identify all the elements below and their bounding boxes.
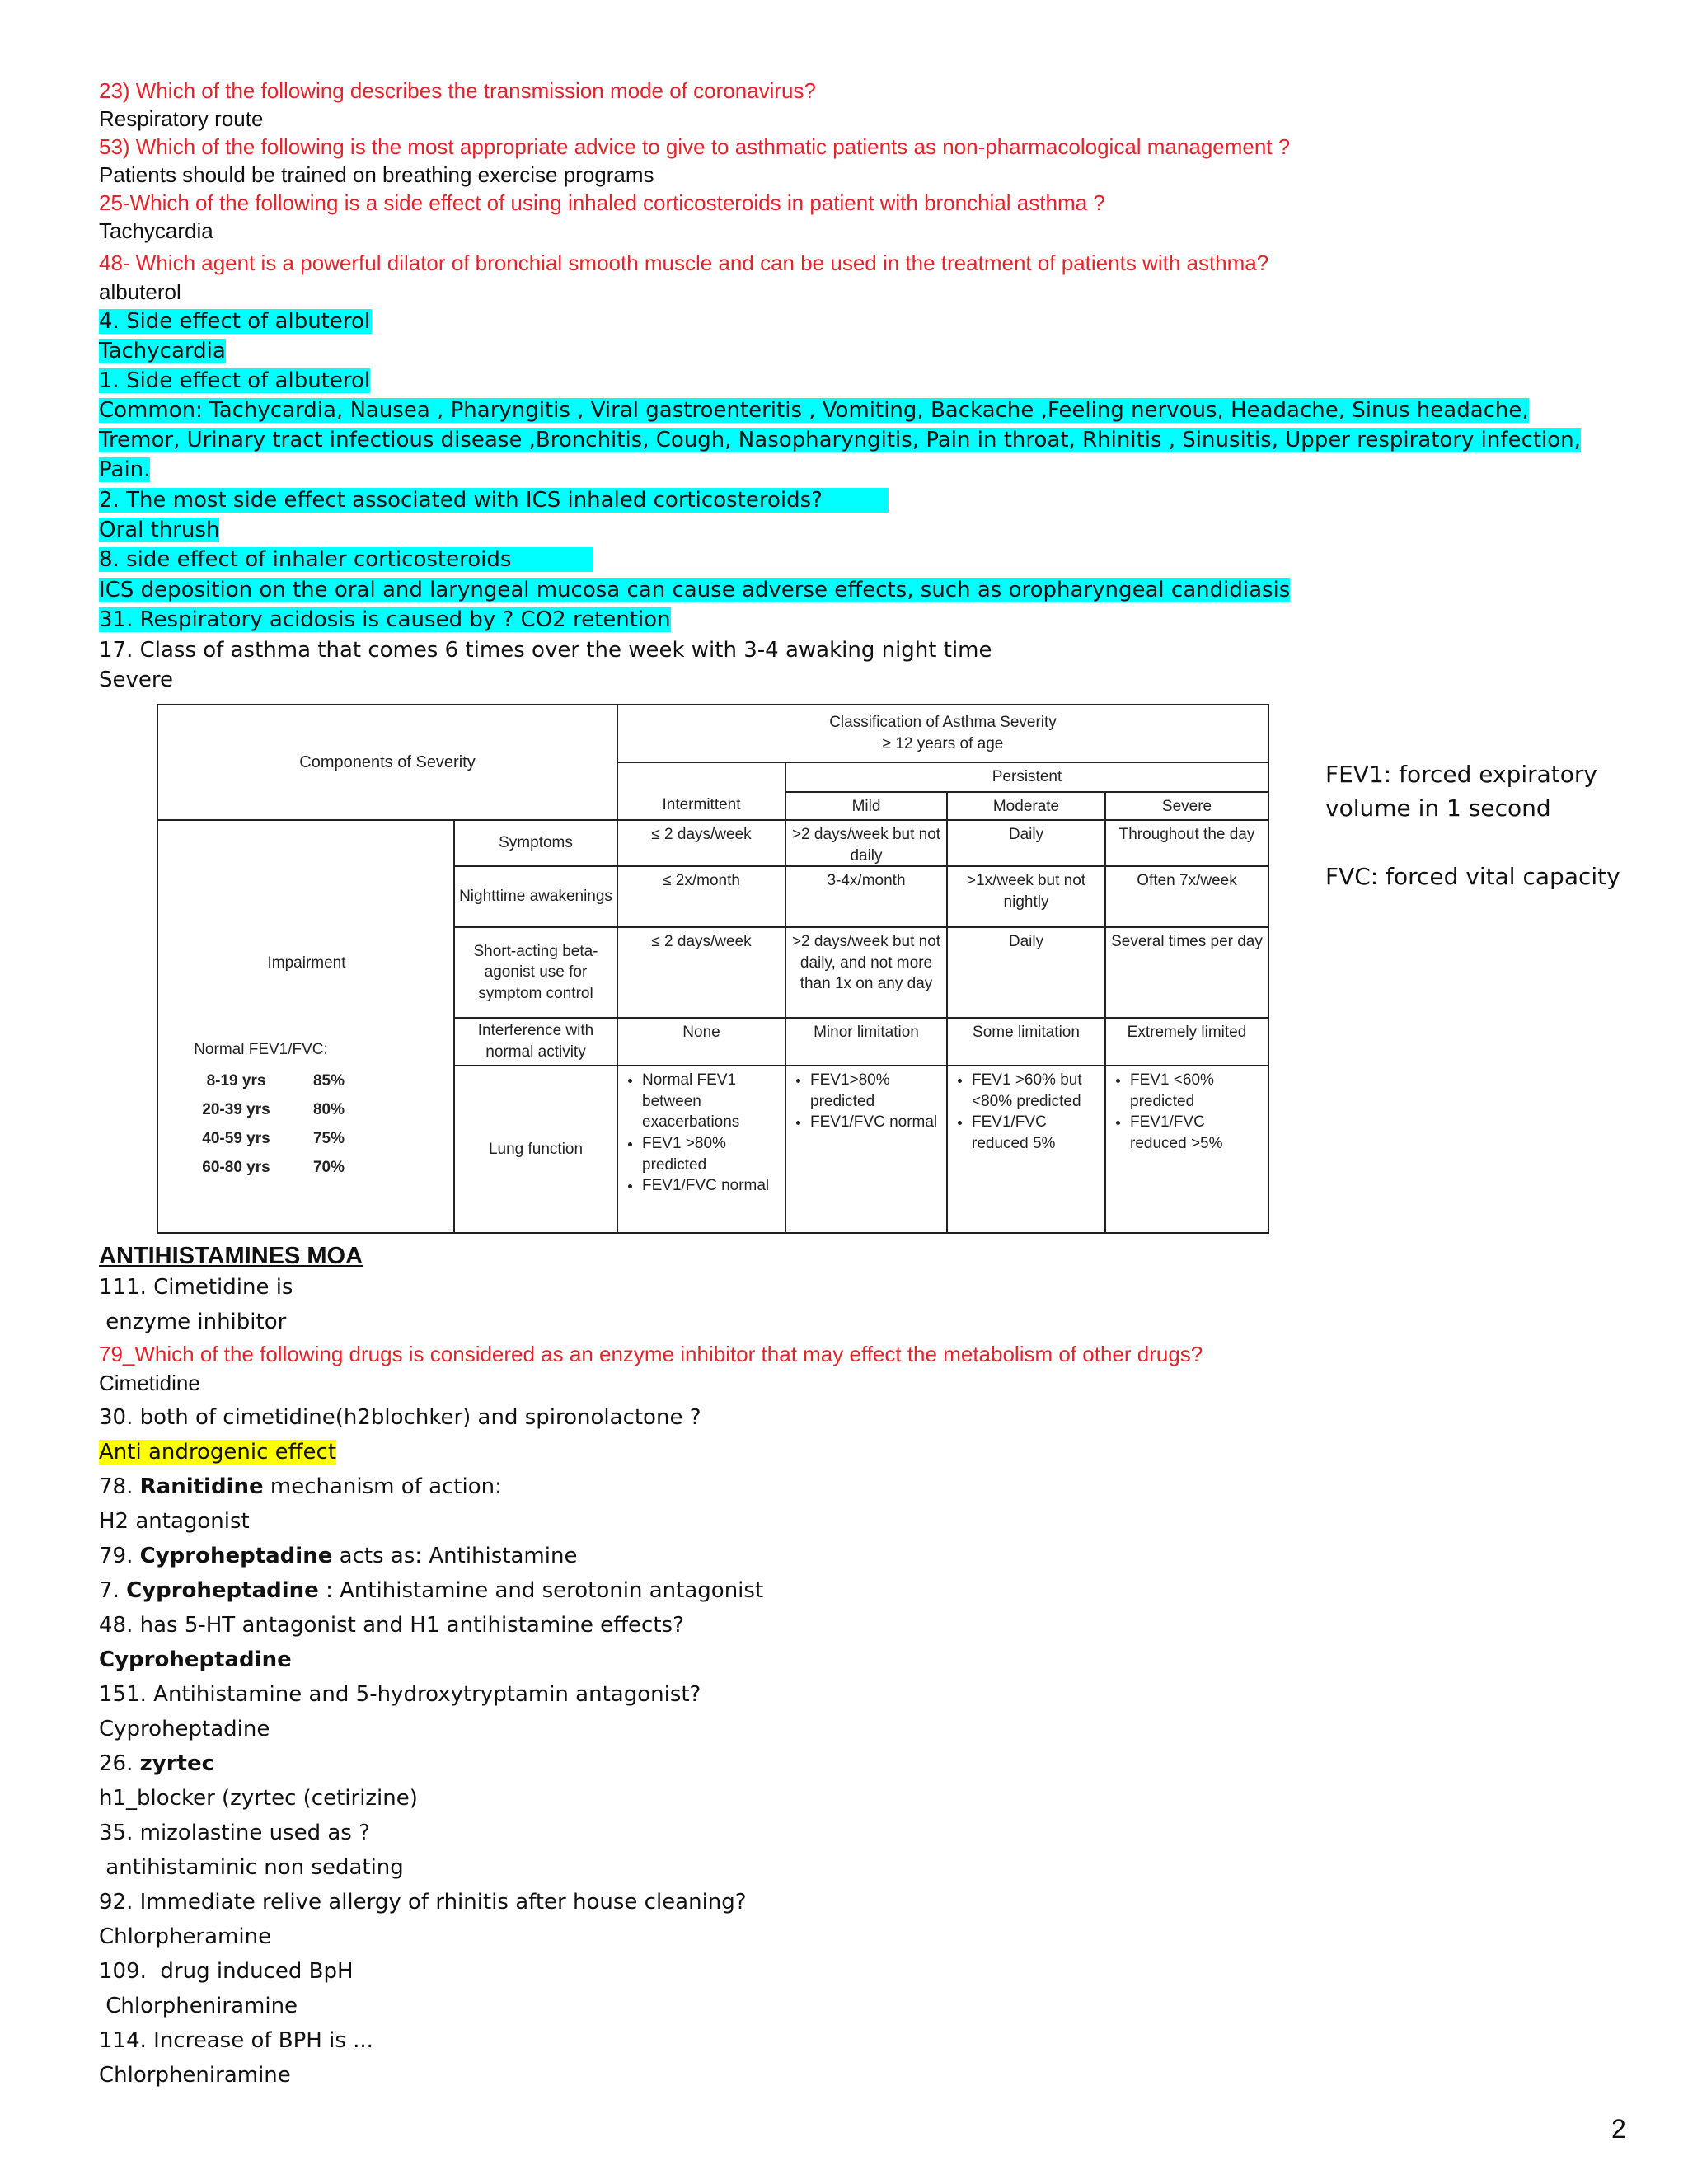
line-7-drug: Cyproheptadine bbox=[126, 1578, 319, 1603]
nighttime-mild: 3-4x/month bbox=[785, 865, 948, 928]
lung-intermittent-item: • Normal FEV1 between exacerbations bbox=[642, 1070, 782, 1133]
cyan-q1: 1. Side effect of albuterol bbox=[99, 368, 371, 393]
classification-title: Classification of Asthma Severity bbox=[829, 714, 1057, 732]
nighttime-label: Nighttime awakenings bbox=[453, 865, 618, 928]
line-111-question: 111. Cimetidine is bbox=[99, 1275, 293, 1300]
cyan-a1-line2: Tremor, Urinary tract infectious disease ,Bronchitis, Cough, Nasopharyngitis, Pain in throat, Rhinitis , Sinusitis, Upper respiratory infection, bbox=[99, 428, 1581, 452]
section-heading: ANTIHISTAMINES MOA bbox=[99, 1243, 363, 1269]
symptoms-severe: Throughout the day bbox=[1104, 819, 1269, 867]
line-79-rest: acts as: Antihistamine bbox=[332, 1544, 578, 1568]
interference-intermittent: None bbox=[617, 1017, 786, 1066]
impairment-label: Impairment bbox=[267, 954, 346, 972]
interference-label: Interference with normal activity bbox=[453, 1017, 618, 1066]
lung-moderate-item: • FEV1 >60% but <80% predicted bbox=[972, 1070, 1102, 1112]
line-79-drug: Cyproheptadine bbox=[139, 1544, 333, 1568]
line-35-answer: antihistaminic non sedating bbox=[99, 1855, 404, 1880]
answer-23: Respiratory route bbox=[99, 106, 264, 131]
line-78-num: 78. bbox=[99, 1474, 140, 1499]
answer-53: Patients should be trained on breathing exercise programs bbox=[99, 162, 654, 187]
classification-header bbox=[617, 704, 1269, 763]
line-7-rest: : Antihistamine and serotonin antagonist bbox=[318, 1578, 764, 1603]
nighttime-severe: Often 7x/week bbox=[1104, 865, 1269, 928]
line-114-answer: Chlorpheniramine bbox=[99, 2063, 291, 2088]
line-78-rest: mechanism of action: bbox=[263, 1474, 502, 1499]
line-30-answer: Anti androgenic effect bbox=[99, 1440, 337, 1465]
normal-fev1-fvc bbox=[168, 1039, 354, 1183]
saba-moderate: Daily bbox=[946, 926, 1106, 1019]
intermittent-header: Intermittent bbox=[617, 762, 786, 821]
answer-79: Cimetidine bbox=[99, 1371, 200, 1395]
line-30-question: 30. both of cimetidine(h2blochker) and spironolactone ? bbox=[99, 1405, 701, 1430]
cyan-a8: ICS deposition on the oral and laryngeal mucosa can cause adverse effects, such as oropharyngeal candidiasis bbox=[99, 578, 1291, 602]
severe-header: Severe bbox=[1104, 791, 1269, 821]
saba-label: Short-acting beta-agonist use for symptom control bbox=[453, 926, 618, 1019]
fev-age-row bbox=[168, 1125, 354, 1154]
line-35-question: 35. mizolastine used as ? bbox=[99, 1821, 370, 1845]
interference-mild: Minor limitation bbox=[785, 1017, 948, 1066]
question-48: 48- Which agent is a powerful dilator of bronchial smooth muscle and can be used in the treatment of patients with asthma? bbox=[99, 251, 1269, 275]
classification-age: ≥ 12 years of age bbox=[882, 735, 1004, 752]
saba-mild: >2 days/week but not daily, and not more than 1x on any day bbox=[785, 926, 948, 1019]
line-26-answer: h1_blocker (zyrtec (cetirizine) bbox=[99, 1786, 418, 1811]
line-111-answer: enzyme inhibitor bbox=[99, 1310, 287, 1334]
line-92-question: 92. Immediate relive allergy of rhinitis after house cleaning? bbox=[99, 1890, 747, 1915]
lung-severe bbox=[1104, 1065, 1269, 1234]
lung-intermittent bbox=[617, 1065, 786, 1234]
saba-intermittent: ≤ 2 days/week bbox=[617, 926, 786, 1019]
question-17: 17. Class of asthma that comes 6 times over the week with 3-4 awaking night time bbox=[99, 638, 992, 663]
symptoms-moderate: Daily bbox=[946, 819, 1106, 867]
fvc-note: FVC: forced vital capacity bbox=[1325, 863, 1620, 890]
moderate-header: Moderate bbox=[946, 791, 1106, 821]
lung-severe-item: • FEV1/FVC reduced >5% bbox=[1130, 1112, 1265, 1154]
cyan-a1-line3: Pain. bbox=[99, 457, 151, 482]
line-7-num: 7. bbox=[99, 1578, 127, 1603]
lung-mild-item: • FEV1/FVC normal bbox=[810, 1112, 944, 1133]
line-151-answer: Cyproheptadine bbox=[99, 1717, 270, 1741]
question-53: 53) Which of the following is the most appropriate advice to give to asthmatic patients as non-pharmacological management ? bbox=[99, 134, 1291, 159]
fev-percent: 80% bbox=[312, 1101, 345, 1119]
impairment-cell bbox=[157, 819, 455, 1234]
mild-header: Mild bbox=[785, 791, 948, 821]
cyan-a1-line1: Common: Tachycardia, Nausea , Pharyngitis , Viral gastroenteritis , Vomiting, Backache ,Feeling nervous, Headache, Sinus headache, bbox=[99, 398, 1529, 423]
interference-severe: Extremely limited bbox=[1104, 1017, 1269, 1066]
nighttime-moderate: >1x/week but not nightly bbox=[946, 865, 1106, 928]
fev1-note: FEV1: forced expiratory volume in 1 second bbox=[1325, 761, 1597, 822]
cyan-q31: 31. Respiratory acidosis is caused by ? CO2 retention bbox=[99, 607, 671, 632]
lung-mild-item: • FEV1>80% predicted bbox=[810, 1070, 944, 1112]
interference-moderate: Some limitation bbox=[946, 1017, 1106, 1066]
page-number: 2 bbox=[1611, 2114, 1626, 2144]
fev-age: 40-59 yrs bbox=[202, 1130, 270, 1148]
cyan-q2: 2. The most side effect associated with ICS inhaled corticosteroids? bbox=[99, 488, 889, 513]
asthma-severity-table bbox=[157, 704, 1269, 1234]
lung-moderate bbox=[946, 1065, 1106, 1234]
fev-age: 60-80 yrs bbox=[202, 1159, 270, 1177]
question-23: 23) Which of the following describes the transmission mode of coronavirus? bbox=[99, 78, 816, 103]
fev-age-row bbox=[168, 1154, 354, 1183]
cyan-q4: 4. Side effect of albuterol bbox=[99, 309, 371, 334]
line-109-question: 109. drug induced BpH bbox=[99, 1959, 354, 1984]
cyan-q8: 8. side effect of inhaler corticosteroids bbox=[99, 547, 593, 572]
symptoms-mild: >2 days/week but not daily bbox=[785, 819, 948, 867]
normal-fev1-fvc-title: Normal FEV1/FVC: bbox=[194, 1041, 328, 1058]
line-26-num: 26. bbox=[99, 1751, 140, 1776]
lung-function-label: Lung function bbox=[453, 1065, 618, 1234]
line-79-num: 79. bbox=[99, 1544, 140, 1568]
question-25: 25-Which of the following is a side effect of using inhaled corticosteroids in patient with bronchial asthma ? bbox=[99, 190, 1105, 215]
question-79: 79_Which of the following drugs is considered as an enzyme inhibitor that may effect the metabolism of other drugs? bbox=[99, 1342, 1203, 1366]
line-78 bbox=[99, 1476, 502, 1497]
answer-25: Tachycardia bbox=[99, 218, 213, 243]
fev-age-row bbox=[168, 1096, 354, 1125]
lung-intermittent-item: • FEV1/FVC normal bbox=[642, 1175, 782, 1197]
nighttime-intermittent: ≤ 2x/month bbox=[617, 865, 786, 928]
persistent-header: Persistent bbox=[785, 762, 1269, 793]
fev-percent: 85% bbox=[312, 1072, 345, 1090]
line-48-answer: Cyproheptadine bbox=[99, 1647, 292, 1672]
saba-severe: Several times per day bbox=[1104, 926, 1269, 1019]
lung-mild bbox=[785, 1065, 948, 1234]
line-26 bbox=[99, 1753, 214, 1774]
line-48-question: 48. has 5-HT antagonist and H1 antihistamine effects? bbox=[99, 1613, 684, 1638]
line-92-answer: Chlorpheramine bbox=[99, 1924, 272, 1949]
line-78-drug: Ranitidine bbox=[139, 1474, 264, 1499]
symptoms-label: Symptoms bbox=[453, 819, 618, 867]
line-109-answer: Chlorpheniramine bbox=[99, 1994, 298, 2018]
lung-moderate-item: • FEV1/FVC reduced 5% bbox=[972, 1112, 1102, 1154]
fev-age: 8-19 yrs bbox=[206, 1072, 266, 1090]
line-7 bbox=[99, 1580, 763, 1601]
components-header: Components of Severity bbox=[157, 704, 618, 821]
lung-severe-item: • FEV1 <60% predicted bbox=[1130, 1070, 1265, 1112]
fev-age-row bbox=[168, 1067, 354, 1096]
line-114-question: 114. Increase of BPH is ... bbox=[99, 2028, 373, 2053]
line-78-answer: H2 antagonist bbox=[99, 1509, 250, 1534]
lung-intermittent-item: • FEV1 >80% predicted bbox=[642, 1133, 782, 1175]
answer-17: Severe bbox=[99, 668, 173, 692]
answer-48: albuterol bbox=[99, 279, 181, 304]
line-26-drug: zyrtec bbox=[139, 1751, 215, 1776]
fev-age: 20-39 yrs bbox=[202, 1101, 270, 1119]
cyan-a4: Tachycardia bbox=[99, 339, 226, 363]
cyan-a2: Oral thrush bbox=[99, 518, 220, 542]
fev-percent: 75% bbox=[312, 1130, 345, 1148]
fev-percent: 70% bbox=[312, 1159, 345, 1177]
symptoms-intermittent: ≤ 2 days/week bbox=[617, 819, 786, 867]
line-151-question: 151. Antihistamine and 5-hydroxytryptamin antagonist? bbox=[99, 1682, 701, 1707]
line-79 bbox=[99, 1545, 577, 1567]
